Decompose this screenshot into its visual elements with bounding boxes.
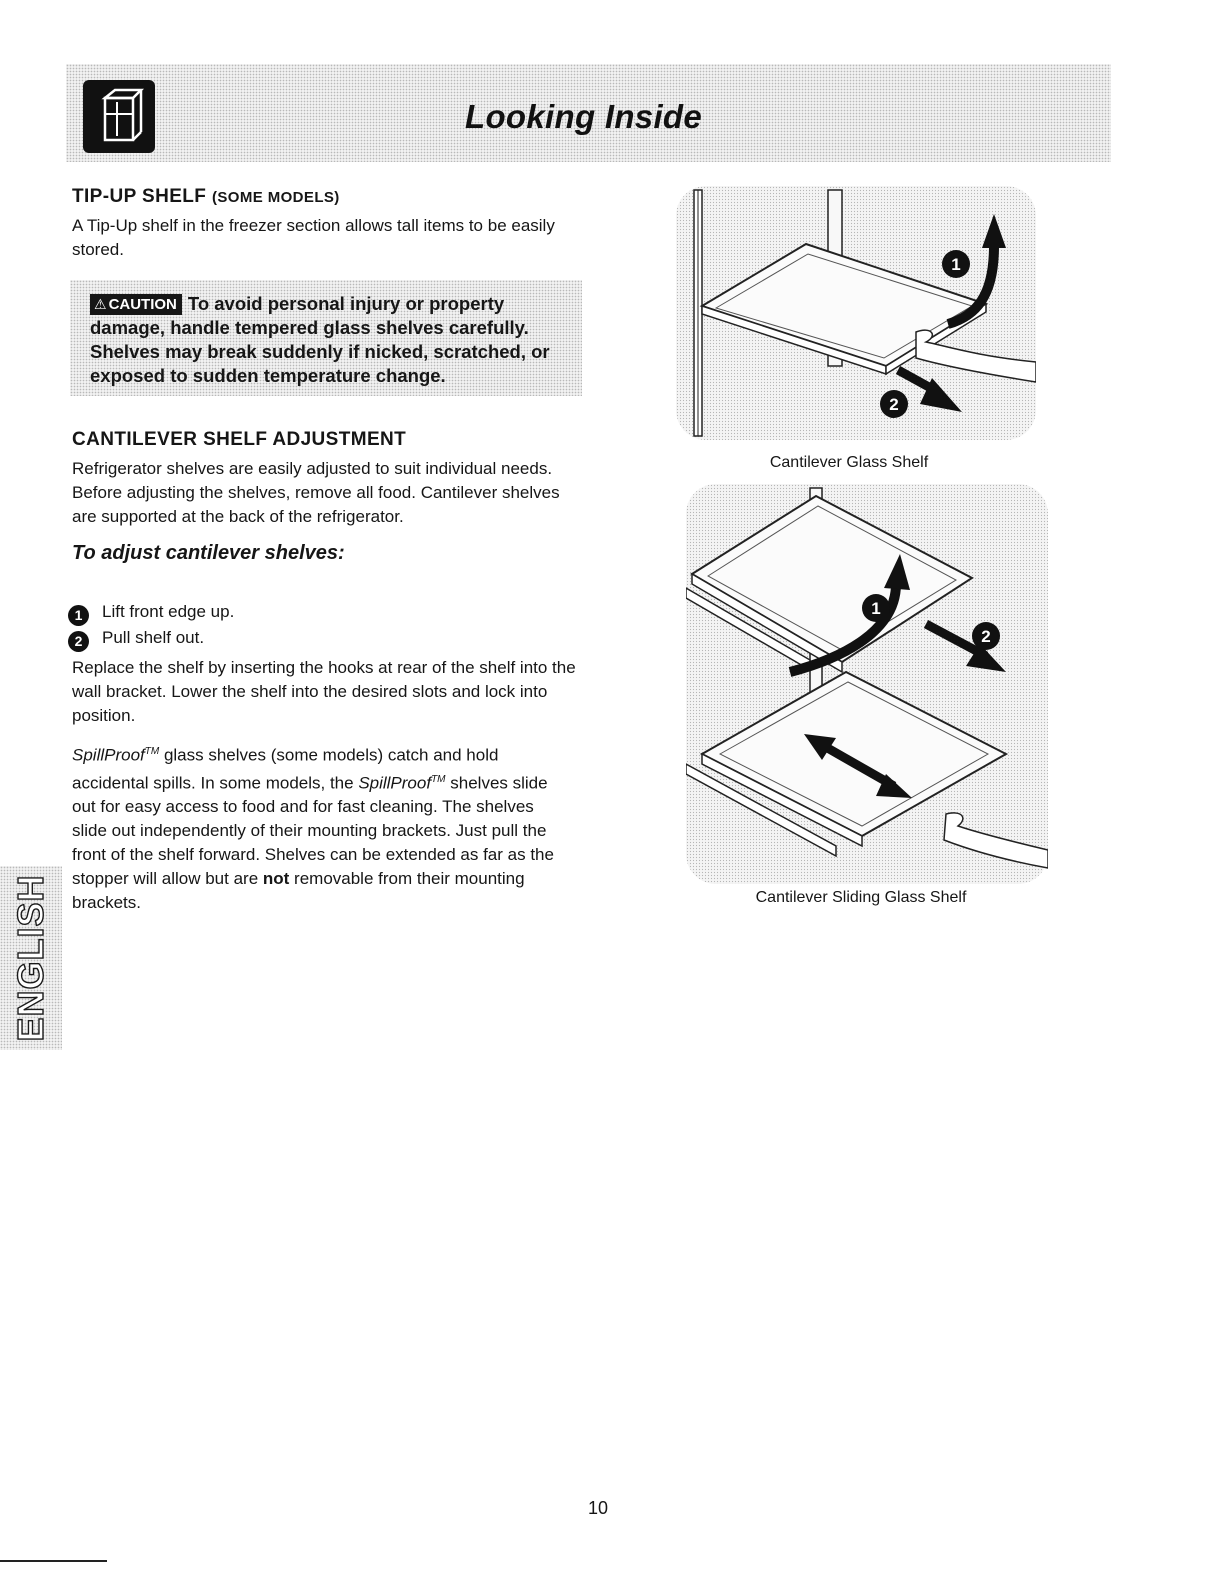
spillproof-brand: SpillProof: [72, 745, 145, 765]
step-text-1: Lift front edge up.: [102, 602, 235, 621]
spillproof-text-3: removable from their mounting brackets.: [72, 869, 525, 913]
tip-up-body: A Tip-Up shelf in the freezer section allows tall items to be easily stored.: [72, 216, 555, 259]
tip-up-heading-note: (SOME MODELS): [211, 189, 340, 206]
cantilever-glass-shelf-figure: [676, 186, 1036, 445]
spillproof-brand-2: SpillProof: [358, 773, 432, 793]
cantilever-sliding-glass-shelf-figure: [686, 484, 1048, 889]
step-1: [68, 600, 234, 626]
step-number-2: 2: [68, 631, 89, 652]
caution-text: To avoid personal injury or property damage, handle tempered glass shelves carefully. Shelves may break suddenly if nicked, scratched, or exposed to sudden temperature change.: [90, 293, 550, 386]
tip-up-section: [72, 186, 592, 262]
replace-paragraph: Replace the shelf by inserting the hooks at rear of the shelf into the wall bracket. Lower the shelf into the desired slots and lock into position.: [72, 658, 576, 725]
top-figure-caption: Cantilever Glass Shelf: [769, 454, 929, 471]
trademark-mark: TM: [144, 746, 160, 757]
figure-label-2b: 2: [981, 627, 991, 646]
caution-badge-label: CAUTION: [108, 296, 177, 313]
spillproof-text-2: shelves slide out for easy access to food and for fast cleaning. The shelves slide out independently of their mounting brackets. Just pull the front of the shelf forward. Shelves can be extended as far as the stopper will allow but are: [72, 773, 554, 889]
tip-up-heading-text: TIP-UP SHELF: [72, 186, 207, 207]
cantilever-body: [72, 656, 592, 915]
trademark-mark-2: TM: [431, 773, 446, 785]
step-2: [68, 626, 204, 652]
spillproof-text-1: glass shelves (some models) catch and hold accidental spills. In some models, the: [72, 745, 499, 793]
spillproof-paragraph: [72, 740, 567, 915]
figure-label-2: 2: [889, 395, 899, 414]
step-text-2: Pull shelf out.: [102, 628, 205, 647]
page-number: 10: [588, 1498, 609, 1518]
figure-label-1b: 1: [871, 599, 881, 618]
step-number-1: 1: [68, 605, 89, 626]
language-tab-label: ENGLISH: [10, 874, 51, 1042]
page-title: Looking Inside: [465, 98, 703, 135]
figure-label-1: 1: [951, 255, 961, 274]
refrigerator-icon: [83, 80, 155, 153]
tip-up-heading: [72, 186, 592, 208]
bottom-figure-caption: Cantilever Sliding Glass Shelf: [755, 889, 967, 906]
caution-message: [90, 292, 580, 388]
caution-badge: [90, 294, 182, 315]
cantilever-section: [72, 429, 592, 565]
cantilever-subheading: To adjust cantilever shelves:: [72, 542, 345, 564]
warning-icon: ⚠: [94, 296, 107, 312]
footer-rule: [0, 1560, 107, 1562]
spillproof-not: not: [262, 869, 290, 889]
cantilever-heading: CANTILEVER SHELF ADJUSTMENT: [72, 429, 407, 450]
cantilever-intro: Refrigerator shelves are easily adjusted to suit individual needs. Before adjusting the shelves, remove all food. Cantilever shelves are supported at the back of the refrigerator.: [72, 459, 560, 526]
